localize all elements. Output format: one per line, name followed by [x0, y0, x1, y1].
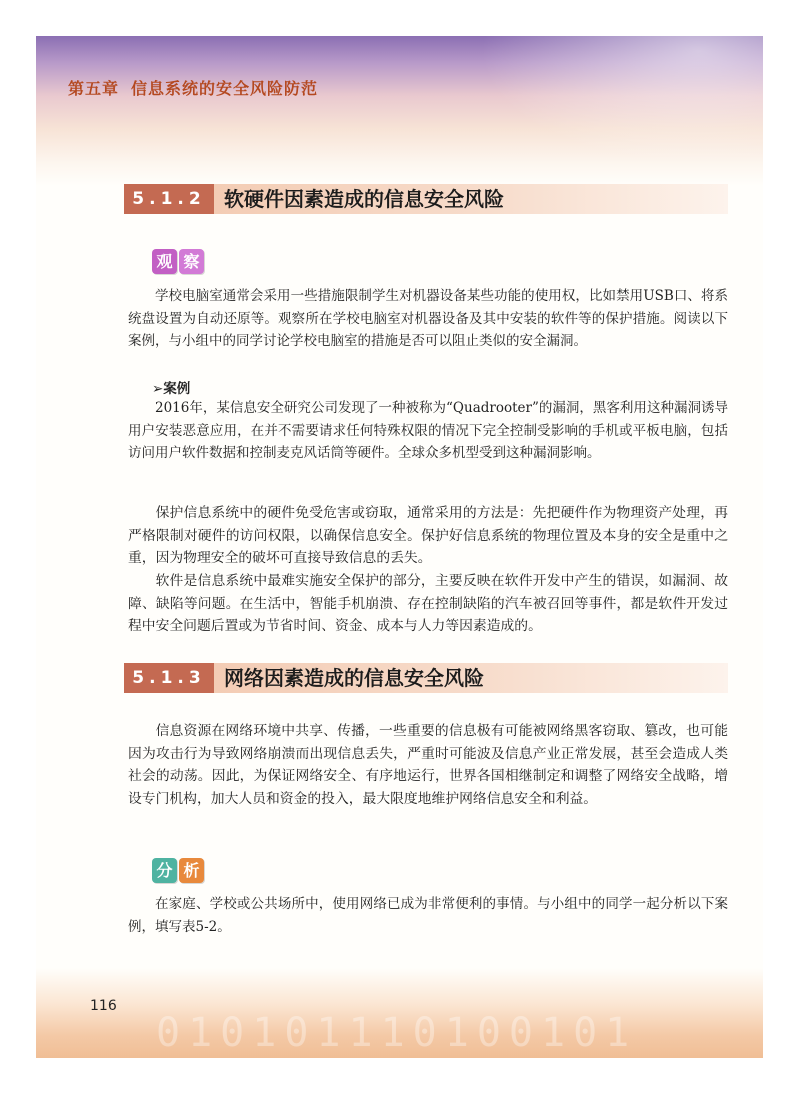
section-title: 网络因素造成的信息安全风险 — [224, 666, 484, 690]
page-number: 116 — [90, 998, 117, 1014]
section-title: 软硬件因素造成的信息安全风险 — [224, 187, 504, 211]
analyze-badge — [152, 858, 204, 883]
observe-badge — [152, 249, 204, 274]
section-heading-5-1-3 — [124, 663, 728, 693]
textbook-page — [36, 36, 763, 1058]
section-heading-5-1-2 — [124, 184, 728, 214]
chapter-label: 第五章 — [68, 79, 120, 98]
observe-badge-char: 观 — [152, 249, 177, 274]
header-band — [36, 36, 763, 186]
section-number: 5.1.2 — [124, 184, 214, 214]
case-paragraph: 2016年，某信息安全研究公司发现了一种被称为“Quadrooter”的漏洞，黑客利用这种漏洞诱导用户安装恶意应用，在并不需要请求任何特殊权限的情况下完全控制受影响的手机或平板电脑，包括访问用户软件数据和控制麦克风话筒等硬件。全球众多机型受到这种漏洞影响。 — [128, 400, 728, 461]
case-label: ➢案例 — [152, 381, 191, 397]
observe-paragraph: 学校电脑室通常会采用一些措施限制学生对机器设备某些功能的使用权，比如禁用USB口、将系统盘设置为自动还原等。观察所在学校电脑室对机器设备及其中安装的软件等的保护措施。阅读以下案例，与小组中的同学讨论学校电脑室的措施是否可以阻止类似的安全漏洞。 — [128, 288, 728, 349]
body-paragraph-software: 软件是信息系统中最难实施安全保护的部分，主要反映在软件开发中产生的错误，如漏洞、故障、缺陷等问题。在生活中，智能手机崩溃、存在控制缺陷的汽车被召回等事件，都是软件开发过程中安全问题后置或为节省时间、资金、成本与人力等因素造成的。 — [128, 573, 728, 634]
analyze-badge-char: 析 — [179, 858, 204, 883]
analyze-paragraph: 在家庭、学校或公共场所中，使用网络已成为非常便利的事情。与小组中的同学一起分析以下案例，填写表5-2。 — [128, 896, 728, 935]
body-paragraph-network: 信息资源在网络环境中共享、传播，一些重要的信息极有可能被网络黑客窃取、篡改，也可能因为攻击行为导致网络崩溃而出现信息丢失，严重时可能波及信息产业正常发展，甚至会造成人类社会的动荡。因此，为保证网络安全、有序地运行，世界各国相继制定和调整了网络安全战略，增设专门机构，加大人员和资金的投入，最大限度地维护网络信息安全和利益。 — [128, 723, 728, 807]
analyze-badge-char: 分 — [152, 858, 177, 883]
observe-badge-char: 察 — [179, 249, 204, 274]
chapter-header — [68, 76, 330, 99]
chapter-name: 信息系统的安全风险防范 — [131, 79, 319, 98]
section-number: 5.1.3 — [124, 663, 214, 693]
footer-band — [36, 968, 763, 1058]
body-paragraph-hardware: 保护信息系统中的硬件免受危害或窃取，通常采用的方法是：先把硬件作为物理资产处理，再严格限制对硬件的访问权限，以确保信息安全。保护好信息系统的物理位置及本身的安全是重中之重，因为物理安全的破坏可直接导致信息的丢失。 — [128, 505, 728, 566]
